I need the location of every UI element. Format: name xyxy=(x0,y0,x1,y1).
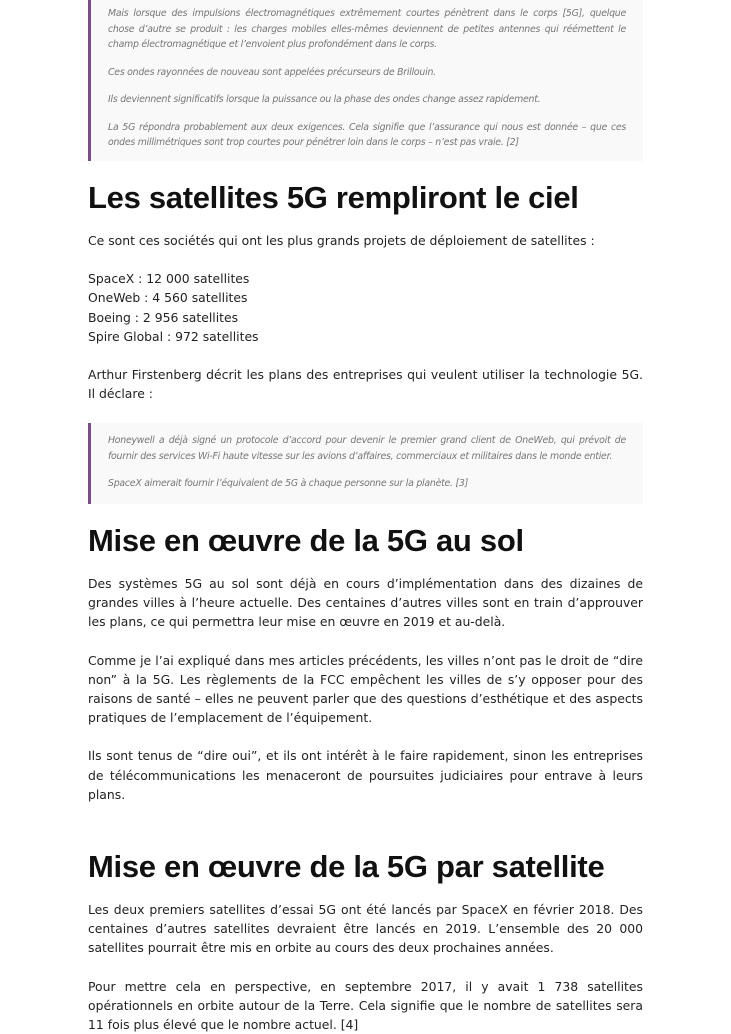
quote-paragraph: La 5G répondra probablement aux deux exigences. Cela signifie que l’assurance qui nous est donnée – que ces ondes millimétriques sont trop courtes pour pénétrer loin dans le corps – n’est pas vraie. [2] xyxy=(108,121,626,148)
list-item: Boeing : 2 956 satellites xyxy=(88,309,239,325)
quote-paragraph: Ils deviennent significatifs lorsque la puissance ou la phase des ondes change assez rapidement. xyxy=(108,94,541,105)
section-outro: Arthur Firstenberg décrit les plans des entreprises qui veulent utiliser la technologie 5G. Il déclare : xyxy=(88,367,643,402)
body-paragraph: Les deux premiers satellites d’essai 5G ont été lancés par SpaceX en février 2018. Des centaines d’autres satellites devraient être lancés en 2019. L’ensemble des 20 000 satellites pourrait être mis en orbite au cours des deux prochaines années. xyxy=(88,901,643,956)
body-paragraph: Ils sont tenus de “dire oui”, et ils ont intérêt à le faire rapidement, sinon les entreprises de télécommunications les menaceront de poursuites judiciaires pour entrave à leurs plans. xyxy=(88,748,643,802)
blockquote-firstenberg xyxy=(88,423,643,504)
body-paragraph: Comme je l’ai expliqué dans mes articles précédents, les villes n’ont pas le droit de “dire non” à la 5G. Les règlements de la FCC empêchent les villes de s’y opposer pour des raisons de santé – elles ne peuvent parler que des questions d’esthétique et des aspects pratiques de l’emplacement de l’équipement. xyxy=(88,652,643,726)
body-paragraph: Pour mettre cela en perspective, en septembre 2017, il y avait 1 738 satellites opérationnels en orbite autour de la Terre. Cela signifie que le nombre de satellites sera 11 fois plus élevé que le nombre actuel. [4] xyxy=(88,978,643,1032)
quote-paragraph: Ces ondes rayonnées de nouveau sont appelées précurseurs de Brillouin. xyxy=(108,66,436,78)
section-heading-ground: Mise en œuvre de la 5G au sol xyxy=(88,522,524,558)
section-heading-satellite-deployment: Mise en œuvre de la 5G par satellite xyxy=(88,848,605,884)
list-item: SpaceX : 12 000 satellites xyxy=(88,271,250,287)
quote-paragraph: Honeywell a déjà signé un protocole d’accord pour devenir le premier grand client de OneWeb, qui prévoit de fournir des services Wi-Fi haute vitesse sur les avions d’affaires, commerciaux et militaires dans le monde entier. xyxy=(108,435,626,462)
section-intro: Ce sont ces sociétés qui ont les plus grands projets de déploiement de satellites : xyxy=(88,233,595,248)
article-content xyxy=(88,0,643,1034)
quote-paragraph: SpaceX aimerait fournir l’équivalent de 5G à chaque personne sur la planète. [3] xyxy=(108,478,469,490)
list-item: Spire Global : 972 satellites xyxy=(88,328,259,344)
blockquote-brillouin xyxy=(88,0,643,161)
satellite-company-list xyxy=(88,269,643,346)
section-heading-satellites: Les satellites 5G rempliront le ciel xyxy=(88,180,579,215)
body-paragraph: Des systèmes 5G au sol sont déjà en cours d’implémentation dans des dizaines de grandes villes à l’heure actuelle. Des centaines d’autres villes sont en train d’approuver les plans, ce qui permettra leur mise en œuvre en 2019 et au-delà. xyxy=(88,575,643,630)
quote-paragraph: Mais lorsque des impulsions électromagnétiques extrêmement courtes pénètrent dans le corps [5G], quelque chose d’autre se produit : les charges mobiles elles-mêmes deviennent de petites antennes qui réémettent le champ électromagnétique et l’envoient plus profondément dans le corps. xyxy=(108,8,626,50)
list-item: OneWeb : 4 560 satellites xyxy=(88,290,248,306)
